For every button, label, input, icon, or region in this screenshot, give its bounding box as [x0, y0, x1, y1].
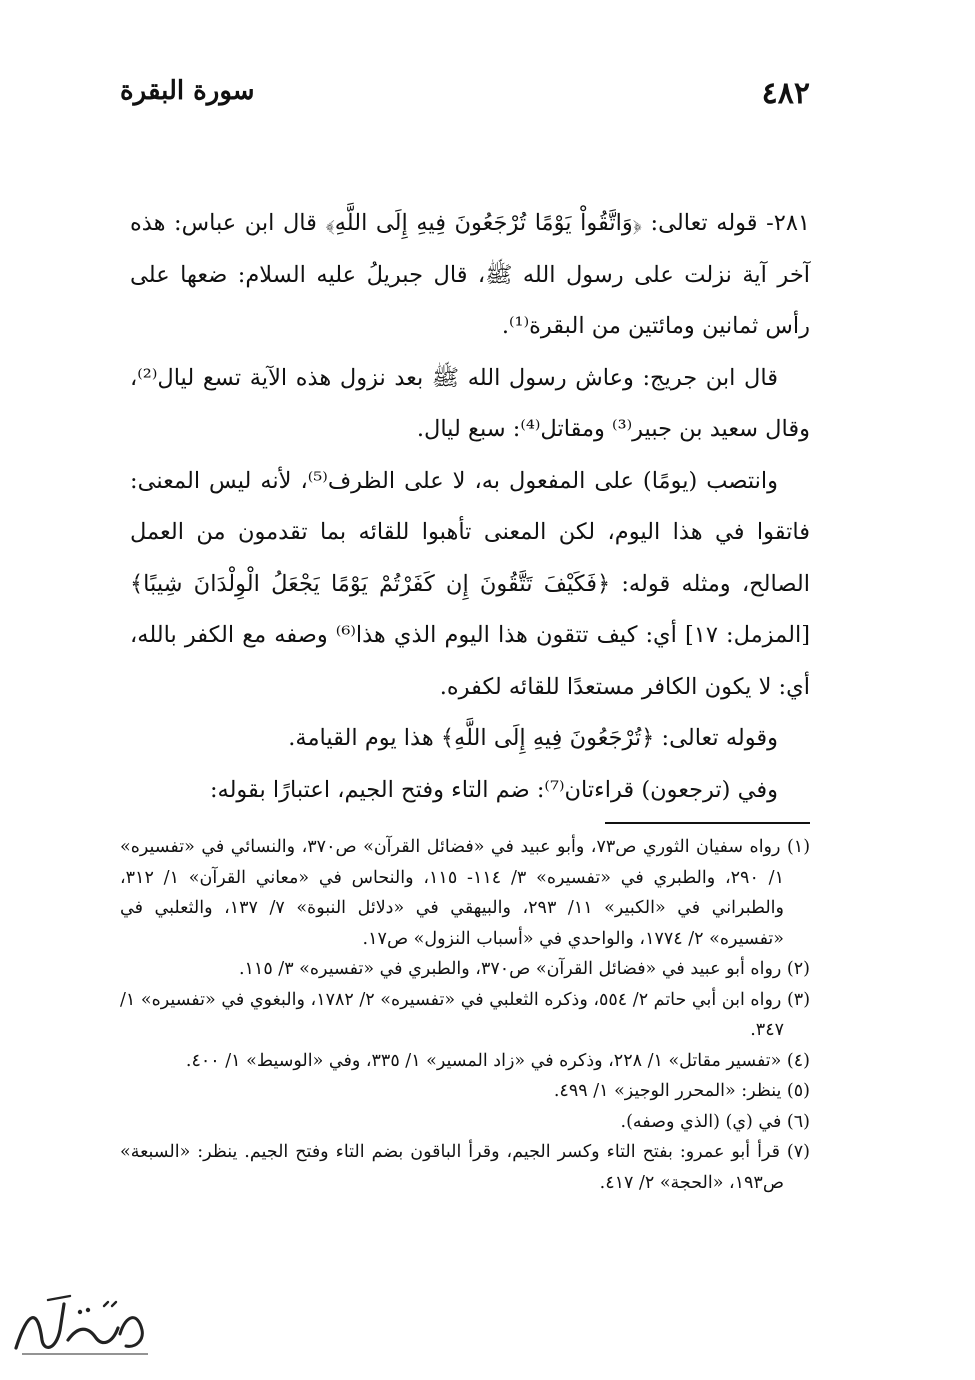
almoshaf-logo-icon — [8, 1290, 158, 1360]
paragraph-readings: وفي (ترجعون) قراءتان⁽⁷⁾: ضم التاء وفتح الجيم، اعتبارًا بقوله: — [209, 776, 778, 803]
paragraph-day-of-judgment: وقوله تعالى: ﴿تُرْجَعُونَ فِيهِ إِلَى اللَّهِ﴾ هذا يوم القيامة. — [288, 725, 778, 751]
footnote-2: (٢) رواه أبو عبيد في «فضائل القرآن» ص٣٧٠، والطبري في «تفسيره» ٣/ ١١٥. — [238, 959, 810, 979]
page-number: ٤٨٢ — [761, 76, 810, 111]
footnote-3: (٣) رواه ابن أبي حاتم ٢/ ٥٥٤، وذكره الثعلبي في «تفسيره» ٢/ ١٧٨٢، والبغوي في «تفسيره» ١/ ٣٤٧. — [120, 989, 811, 1040]
running-title: سورة البقرة — [120, 76, 255, 106]
footnote-1: (١) رواه سفيان الثوري ص٧٣، وأبو عبيد في «فضائل القرآن» ص٣٧٠، والنسائي في «تفسيره» ١/ ٢٩٠، والطبري في «تفسيره» ٣/ ١١٤- ١١٥، والنحاس في «معاني القرآن» ١/ ٣١٢، والطبراني في «الكبير» ١١/ ٢٩٣، والبيهقي في «دلائل النبوة» ٧/ ١٣٧، والثعلبي في «تفسيره» ٢/ ١٧٧٤، والواحدي في «أسباب النزول» ص١٧. — [120, 837, 811, 949]
footnotes — [120, 832, 810, 1198]
main-text — [130, 198, 810, 816]
footnote-separator — [605, 822, 810, 824]
page-header — [120, 72, 810, 112]
paragraph-ibn-jurayj: قال ابن جريج: وعاش رسول الله ﷺ بعد نزول هذه الآية تسع ليال⁽²⁾، وقال سعيد بن جبير⁽³⁾ ومقاتل⁽⁴⁾: سبع ليال. — [130, 364, 810, 442]
paragraph-verse-281: ٢٨١- قوله تعالى: ﴿وَاتَّقُواْ يَوْمًا تُرْجَعُونَ فِيهِ إِلَى اللَّهِ﴾ قال ابن عباس: هذه آخر آية نزلت على رسول الله ﷺ، قال جبريلُ عليه السلام: ضعها على رأس ثمانين ومائتين من البقرة⁽¹⁾. — [130, 210, 810, 339]
footnote-6: (٦) في (ي) (الذي وصفه). — [620, 1111, 810, 1132]
footnote-5: (٥) ينظر: «المحرر الوجيز» ١/ ٤٩٩. — [553, 1081, 810, 1101]
footnote-7: (٧) قرأ أبو عمرو: بفتح التاء وكسر الجيم، وقرأ الباقون بضم التاء وفتح الجيم. ينظر: «السبعة» ص١٩٣، «الحجة» ٢/ ٤١٧. — [120, 1142, 810, 1193]
paragraph-grammar: وانتصب (يومًا) على المفعول به، لا على الظرف⁽⁵⁾، لأنه ليس المعنى: فاتقوا في هذا اليوم، لكن المعنى تأهبوا للقائه بما تقدمون من العمل الصالح، ومثله قوله: ﴿فَكَيْفَ تَتَّقُونَ إِن كَفَرْتُمْ يَوْمًا يَجْعَلُ الْوِلْدَانَ شِيبًا﴾ [المزمل: ١٧] أي: كيف تتقون هذا اليوم الذي هذا⁽⁶⁾ وصفه مع الكفر بالله، أي: لا يكون الكافر مستعدًا للقائه لكفره. — [130, 467, 810, 700]
footnote-4: (٤) «تفسير مقاتل» ١/ ٢٢٨، وذكره في «زاد المسير» ١/ ٣٣٥، وفي «الوسيط» ١/ ٤٠٠. — [185, 1050, 810, 1071]
